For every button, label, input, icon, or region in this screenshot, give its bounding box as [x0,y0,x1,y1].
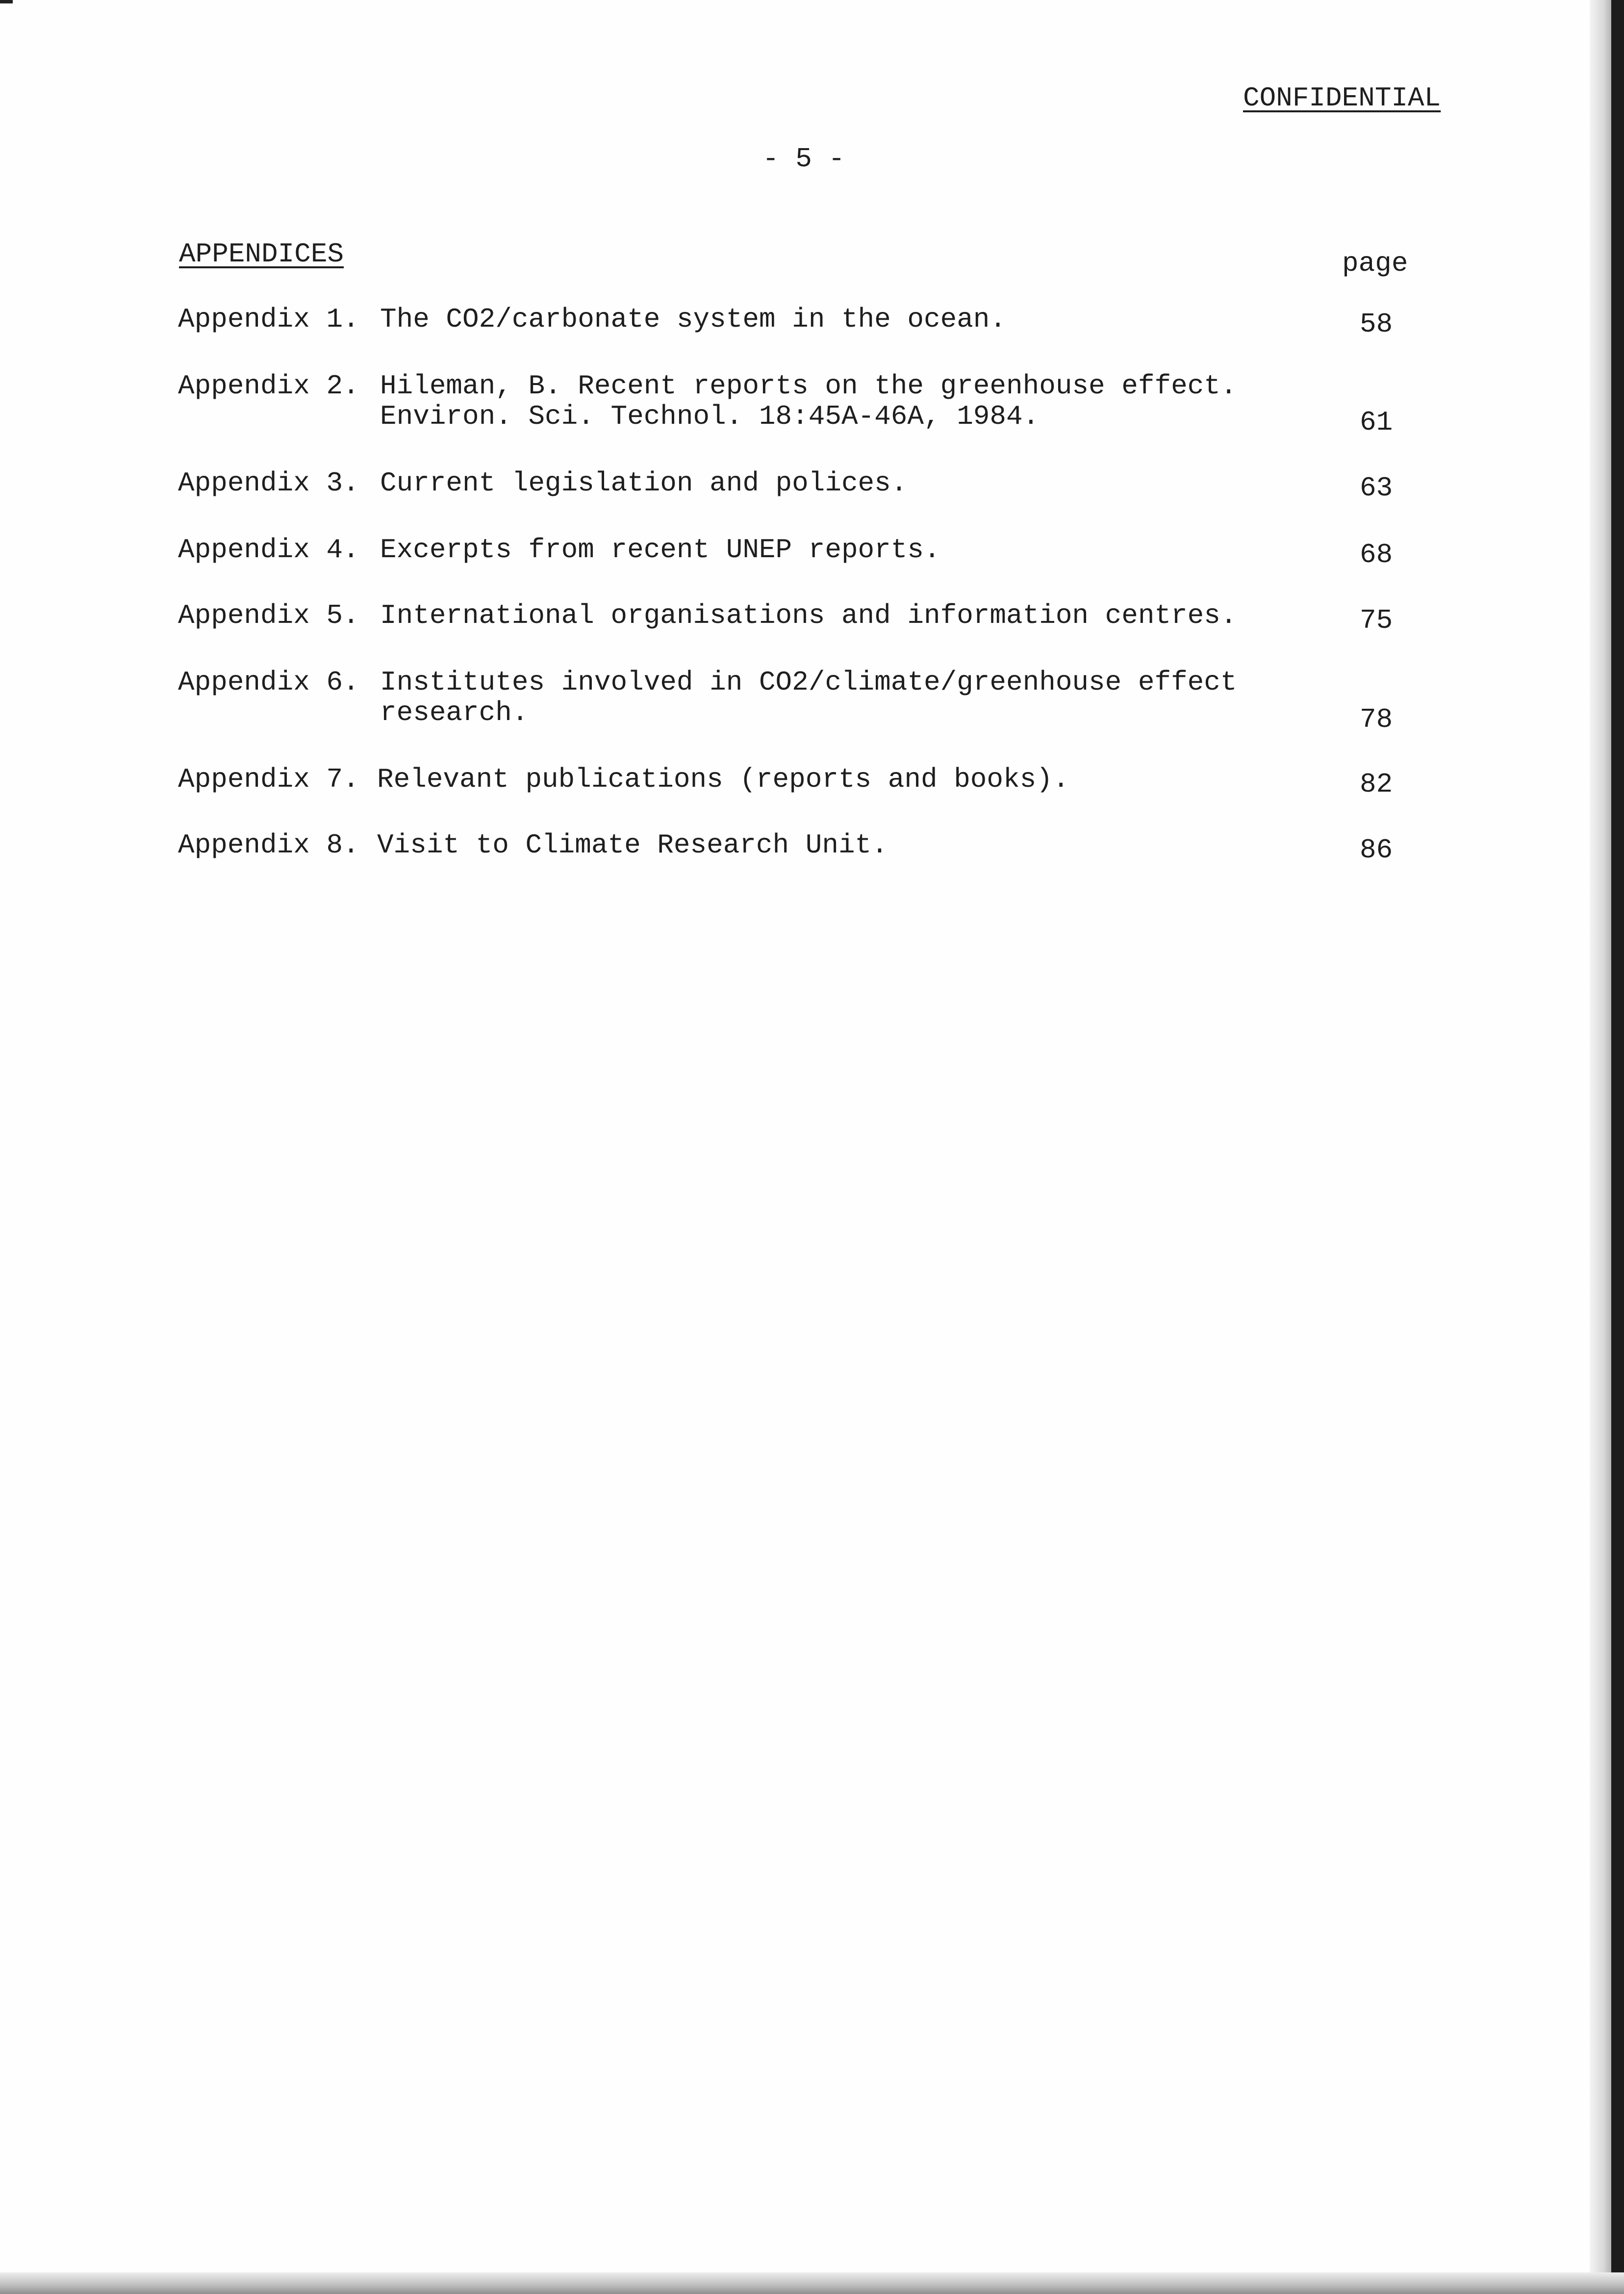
toc-entry-title: The CO2/carbonate system in the ocean. [380,304,1007,335]
toc-entry-title: Relevant publications (reports and books). [377,764,1069,795]
toc-entry-page: 78 [1360,704,1393,735]
page-number: - 5 - [762,143,845,175]
toc-entry-title: Visit to Climate Research Unit. [377,829,888,861]
toc-entry-prefix: Appendix 3. [178,467,359,499]
toc-entry-page: 68 [1360,539,1393,570]
toc-entry-title-line-2: Environ. Sci. Technol. 18:45A-46A, 1984. [380,401,1040,432]
scan-right-edge [1611,0,1624,2294]
toc-entry-title: Excerpts from recent UNEP reports. [380,534,940,566]
toc-entry-page: 75 [1360,605,1393,636]
toc-entry-title-line-2: research. [380,697,529,728]
toc-entry-page: 82 [1360,769,1393,800]
toc-entry-prefix: Appendix 4. [178,534,359,566]
toc-entry-title-line-1: Hileman, B. Recent reports on the greenhouse effect. [380,370,1237,402]
toc-entry-page: 58 [1360,309,1393,340]
toc-entry-title-line-1: Institutes involved in CO2/climate/greenhouse effect [380,667,1237,698]
toc-entry-page: 86 [1360,834,1393,866]
toc-entry-page: 61 [1360,407,1393,438]
toc-entry-page: 63 [1360,472,1393,504]
toc-entry-appendix-8 [178,829,1393,991]
page-column-label: page [1342,248,1408,279]
toc-entry-prefix: Appendix 2. [178,370,359,402]
confidential-label: CONFIDENTIAL [1243,82,1441,114]
toc-entry-title: Current legislation and polices. [380,467,908,499]
toc-entry-prefix: Appendix 1. [178,304,359,335]
scan-corner-mark [0,0,13,3]
scan-bottom-edge [0,2272,1624,2294]
toc-entry-prefix: Appendix 8. [178,829,359,861]
toc-entry-prefix: Appendix 6. [178,667,359,698]
toc-entry-prefix: Appendix 5. [178,600,359,631]
toc-entry-prefix: Appendix 7. [178,764,359,795]
toc-entry-title: International organisations and information centres. [380,600,1237,631]
appendices-heading: APPENDICES [179,238,344,270]
